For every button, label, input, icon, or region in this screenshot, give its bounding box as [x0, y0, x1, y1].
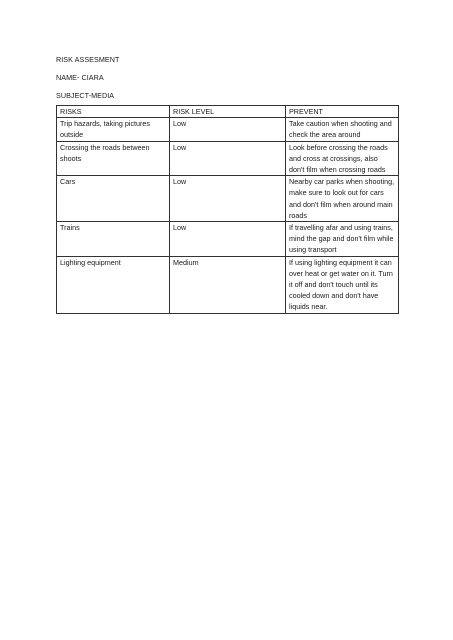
prevent-cell: Take caution when shooting and check the area around: [286, 118, 399, 141]
risk-cell: Lighting equipment: [57, 256, 170, 313]
risk-level-cell: Low: [170, 141, 286, 176]
column-header-risks: RISKS: [57, 106, 170, 118]
risk-cell: Trip hazards, taking pictures outside: [57, 118, 170, 141]
prevent-cell: If travelling afar and using trains, mind the gap and don't film while using transport: [286, 222, 399, 257]
table-row: [57, 222, 399, 257]
subject-line: SUBJECT-MEDIA: [56, 91, 115, 100]
table-row: [57, 141, 399, 176]
risk-level-cell: Low: [170, 222, 286, 257]
table-header-row: [57, 106, 399, 118]
name-line: NAME- CIARA: [56, 73, 104, 82]
document-title: RISK ASSESMENT: [56, 55, 120, 64]
risk-table: [56, 105, 399, 314]
prevent-cell: If using lighting equipment it can over heat or get water on it. Turn it off and don't touch until its cooled down and don't have liquids near.: [286, 256, 399, 313]
prevent-cell: Nearby car parks when shooting, make sure to look out for cars and don't film when around main roads: [286, 176, 399, 222]
column-header-prevent: PREVENT: [286, 106, 399, 118]
prevent-cell: Look before crossing the roads and cross at crossings, also don't film when crossing roads: [286, 141, 399, 176]
risk-level-cell: Low: [170, 118, 286, 141]
risk-level-cell: Low: [170, 176, 286, 222]
column-header-risk-level: RISK LEVEL: [170, 106, 286, 118]
table-row: [57, 118, 399, 141]
table-row: [57, 256, 399, 313]
risk-level-cell: Medium: [170, 256, 286, 313]
risk-cell: Cars: [57, 176, 170, 222]
risk-cell: Crossing the roads between shoots: [57, 141, 170, 176]
risk-cell: Trains: [57, 222, 170, 257]
table-row: [57, 176, 399, 222]
